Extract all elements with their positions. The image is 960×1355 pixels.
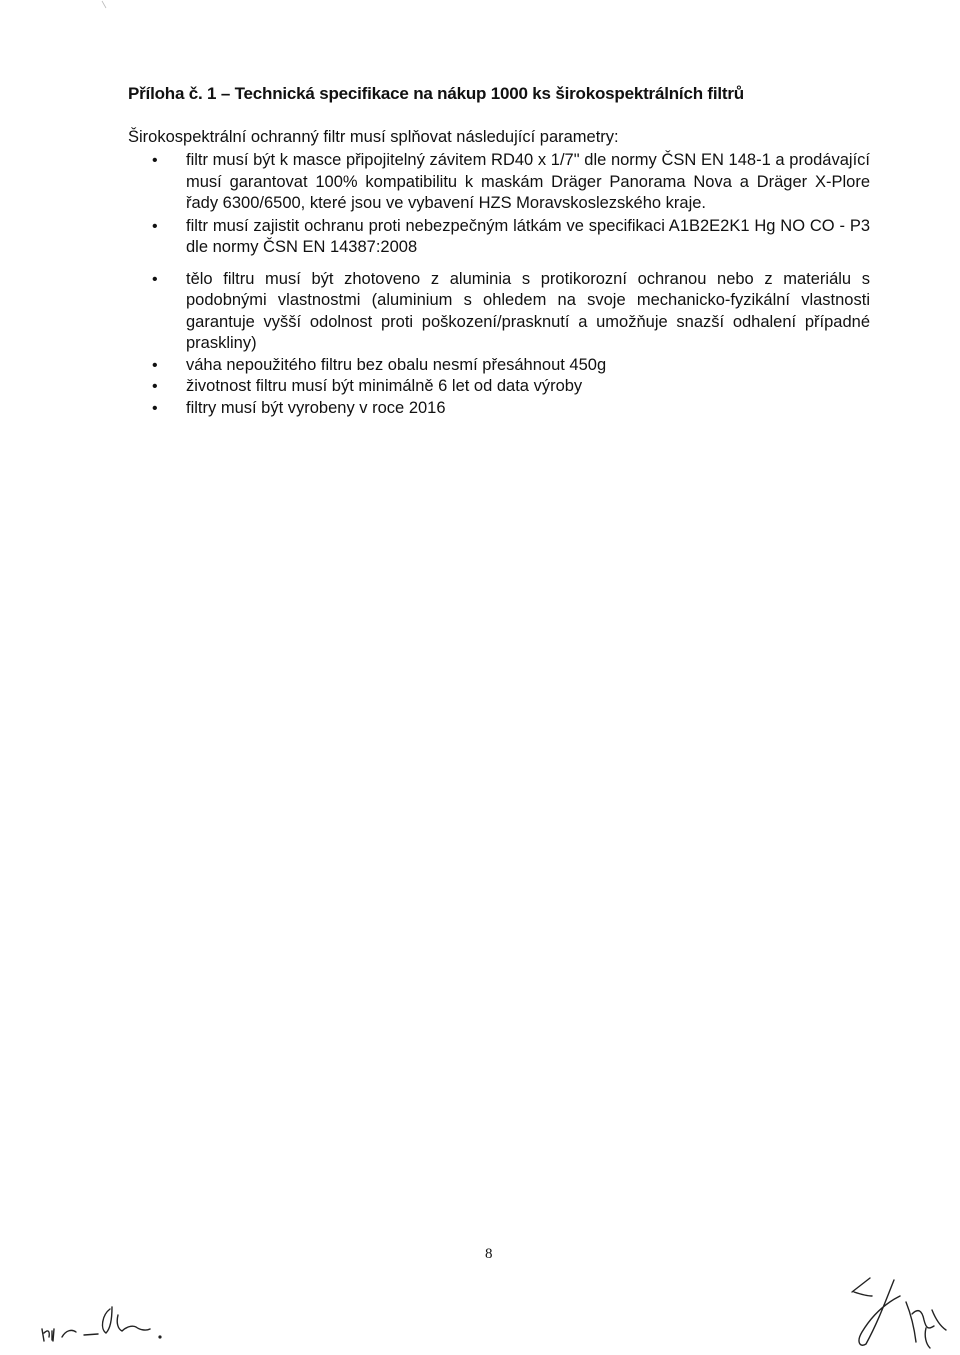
list-item-text: tělo filtru musí být zhotoveno z aluminia s protikorozní ochranou nebo z materiálu s podobnými vlastnostmi (aluminium s ohledem na svoje mechanicko-fyzikální vlastnosti garantuje vyšší odolnost proti poškození/prasknutí a umožňuje snazší odhalení případné praskliny) <box>186 269 870 352</box>
parameter-list <box>150 150 870 419</box>
list-item-text: filtry musí být vyrobeny v roce 2016 <box>186 398 446 417</box>
list-item-text: filtr musí zajistit ochranu proti nebezpečným látkám ve specifikaci A1B2E2K1 Hg NO CO - P3 dle normy ČSN EN 14387:2008 <box>186 216 870 256</box>
handwritten-initials-left <box>36 1285 186 1345</box>
bullet-icon: • <box>152 399 158 417</box>
list-item <box>150 355 870 377</box>
bullet-icon: • <box>152 152 158 169</box>
list-item <box>150 269 870 355</box>
list-item <box>150 376 870 398</box>
list-item <box>150 216 870 259</box>
list-item-text: váha nepoužitého filtru bez obalu nesmí přesáhnout 450g <box>186 355 607 374</box>
handwritten-signature-right <box>830 1270 955 1350</box>
bullet-icon: • <box>152 270 158 288</box>
list-item <box>150 150 870 215</box>
bullet-icon: • <box>152 217 158 235</box>
list-item-text: filtr musí být k masce připojitelný závitem RD40 x 1/7" dle normy ČSN EN 148-1 a prodávající musí garantovat 100% kompatibilitu k maskám Dräger Panorama Nova a Dräger X-Plore řady 6300/6500, které jsou ve vybavení HZS Moravskoslezského kraje. <box>186 151 870 212</box>
list-item-text: životnost filtru musí být minimálně 6 let od data výroby <box>186 377 583 395</box>
intro-text: Širokospektrální ochranný filtr musí splňovat následující parametry: <box>128 128 619 146</box>
document-title: Příloha č. 1 – Technická specifikace na nákup 1000 ks širokospektrálních filtrů <box>128 84 744 103</box>
bullet-icon: • <box>152 356 158 374</box>
scan-mark <box>100 0 112 10</box>
list-item <box>150 398 870 420</box>
bullet-icon: • <box>152 378 158 395</box>
page-number: 8 <box>485 1246 493 1262</box>
